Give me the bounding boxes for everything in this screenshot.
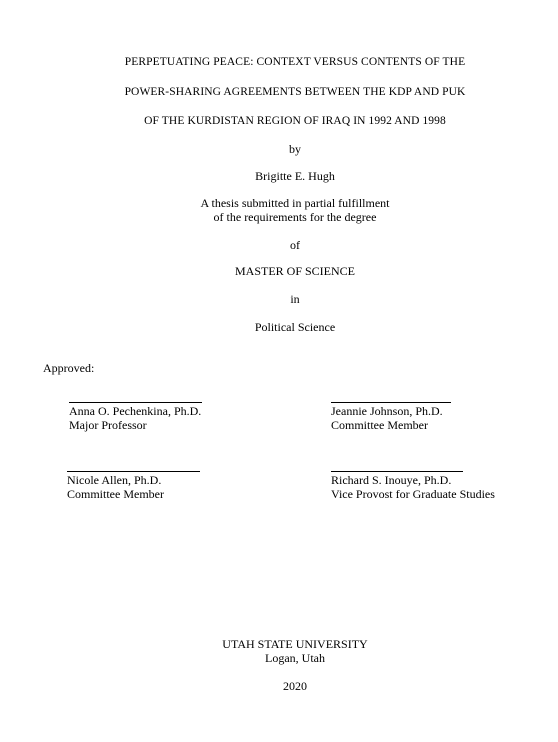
signatory-name: Anna O. Pechenkina, Ph.D.	[69, 404, 202, 418]
signatory-role: Committee Member	[331, 418, 428, 432]
author-name: Brigitte E. Hugh	[255, 169, 335, 183]
approved-label: Approved:	[43, 361, 95, 375]
title-line-1: PERPETUATING PEACE: CONTEXT VERSUS CONTENTS OF THE	[124, 56, 466, 68]
signatory-name: Richard S. Inouye, Ph.D.	[331, 473, 452, 487]
signature-block-vice-provost	[331, 471, 495, 501]
in-label: in	[290, 292, 300, 306]
signature-line	[331, 471, 463, 472]
of-label: of	[290, 238, 300, 252]
signatory-role: Major Professor	[69, 418, 147, 432]
submission-year: 2020	[283, 679, 307, 693]
signature-line	[331, 402, 451, 403]
submission-line-1: A thesis submitted in partial fulfillment	[200, 196, 390, 210]
submission-line-2: of the requirements for the degree	[213, 210, 377, 224]
signature-block-committee-member-2	[67, 471, 200, 501]
by-label: by	[289, 142, 301, 156]
signature-line	[67, 471, 200, 472]
signature-block-major-professor	[69, 402, 202, 432]
signatory-name: Nicole Allen, Ph.D.	[67, 473, 162, 487]
title-line-3: OF THE KURDISTAN REGION OF IRAQ IN 1992 AND 1998	[144, 115, 446, 127]
signatory-role: Vice Provost for Graduate Studies	[331, 487, 495, 501]
signatory-name: Jeannie Johnson, Ph.D.	[331, 404, 443, 418]
field-name: Political Science	[254, 320, 336, 334]
degree-name: MASTER OF SCIENCE	[234, 264, 356, 278]
title-line-2: POWER-SHARING AGREEMENTS BETWEEN THE KDP AND PUK	[124, 86, 466, 98]
university-name: UTAH STATE UNIVERSITY	[222, 637, 368, 651]
university-location: Logan, Utah	[265, 651, 325, 665]
signature-block-committee-member-1	[331, 402, 451, 432]
signature-line	[69, 402, 202, 403]
signatory-role: Committee Member	[67, 487, 164, 501]
